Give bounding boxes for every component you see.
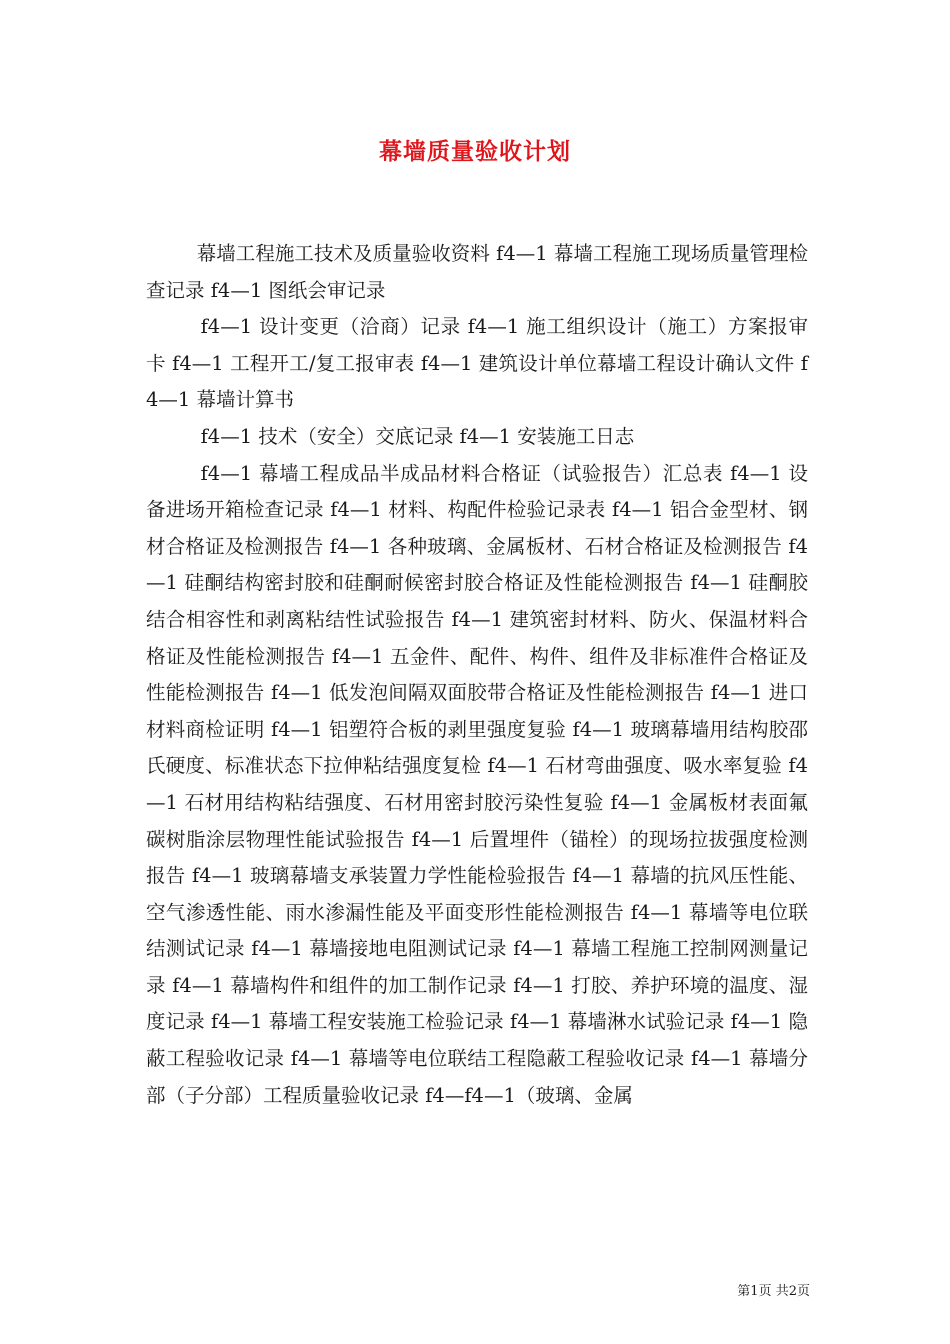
footer-current-page: 1 [750,1284,759,1299]
paragraph-3: f4—1 技术（安全）交底记录 f4—1 安装施工日志 [200,424,635,448]
footer-suffix: 页 [796,1284,810,1299]
footer-prefix: 第 [737,1284,751,1299]
paragraph-1: 幕墙工程施工技术及质量验收资料 f4—1 幕墙工程施工现场质量管理检查记录 f4—1 图纸会审记录 [146,242,808,302]
footer-middle: 页 共 [758,1284,789,1299]
document-title: 幕墙质量验收计划 [379,138,571,165]
paragraph-2: f4—1 设计变更（洽商）记录 f4—1 施工组织设计（施工）方案报审卡 f4—1 工程开工/复工报审表 f4—1 建筑设计单位幕墙工程设计确认文件 f4—1 幕墙计算书 [146,315,808,412]
footer-total-pages: 2 [788,1284,797,1299]
document-body [146,236,808,1114]
page-footer [737,1280,810,1299]
paragraph-4: f4—1 幕墙工程成品半成品材料合格证（试验报告）汇总表 f4—1 设备进场开箱检查记录 f4—1 材料、构配件检验记录表 f4—1 铝合金型材、钢材合格证及检测报告 f4—1 各种玻璃、金属板材、石材合格证及检测报告 f4—1 硅酮结构密封胶和硅酮耐候密封胶合格证及性能检测报告 f4—1 硅酮胶结合相容性和剥离粘结性试验报告 f4—1 建筑密封材料、防火、保温材料合格证及性能检测报告 f4—1 五金件、配件、构件、组件及非标准件合格证及性能检测报告 f4—1 低发泡间隔双面胶带合格证及性能检测报告 f4—1 进口材料商检证明 f4—1 铝塑符合板的剥里强度复验 f4—1 玻璃幕墙用结构胶邵氏硬度、标准状态下拉伸粘结强度复检 f4—1 石材弯曲强度、吸水率复验 f4—1 石材用结构粘结强度、石材用密封胶污染性复验 f4—1 金属板材表面氟碳树脂涂层物理性能试验报告 f4—1 后置埋件（锚栓）的现场拉拔强度检测报告 f4—1 玻璃幕墙支承装置力学性能检验报告 f4—1 幕墙的抗风压性能、空气渗透性能、雨水渗漏性能及平面变形性能检测报告 f4—1 幕墙等电位联结测试记录 f4—1 幕墙接地电阻测试记录 f4—1 幕墙工程施工控制网测量记录 f4—1 幕墙构件和组件的加工制作记录 f4—1 打胶、养护环境的温度、湿度记录 f4—1 幕墙工程安装施工检验记录 f4—1 幕墙淋水试验记录 f4—1 隐蔽工程验收记录 f4—1 幕墙等电位联结工程隐蔽工程验收记录 f4—1 幕墙分部（子分部）工程质量验收记录 f4—f4—1（玻璃、金属 [146,461,808,1107]
